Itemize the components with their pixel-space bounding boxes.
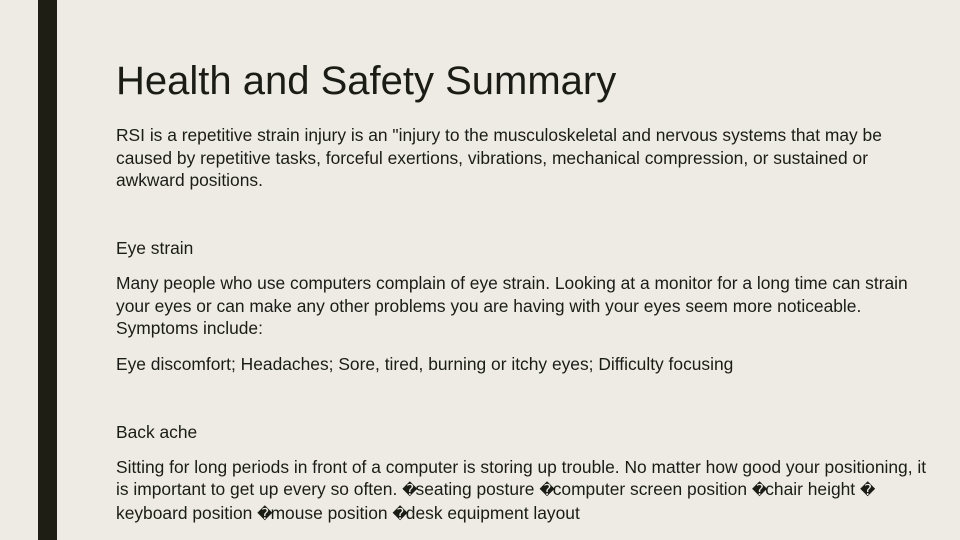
eye-strain-paragraph: Many people who use computers complain of eye strain. Looking at a monitor for a long time can strain your eyes or can make any other problems you are having with your eyes seem more noticeable. Symptoms include: (116, 273, 908, 338)
rsi-intro-paragraph: RSI is a repetitive strain injury is an "injury to the musculoskeletal and nervous systems that may be caused by repetitive tasks, forceful exertions, vibrations, mechanical compression, or sustained or awkward positions. (116, 125, 882, 190)
missing-glyph-icon: � (751, 481, 768, 499)
back-ache-heading: Back ache (116, 422, 198, 442)
missing-glyph-icon: � (257, 504, 273, 523)
back-ache-paragraph (116, 456, 936, 526)
missing-glyph-icon: � (402, 481, 418, 499)
back-ache-item: chair height (765, 479, 856, 499)
slide-body (116, 124, 936, 525)
missing-glyph-icon: � (539, 481, 555, 499)
eye-strain-heading: Eye strain (116, 237, 194, 258)
left-accent-bar (38, 0, 57, 540)
back-ache-item: mouse position (270, 502, 388, 523)
missing-glyph-icon: � (860, 481, 876, 499)
back-ache-item: seating posture (415, 479, 535, 499)
eye-strain-symptoms: Eye discomfort; Headaches; Sore, tired, burning or itchy eyes; Difficulty focusing (116, 353, 734, 374)
back-ache-item: desk equipment layout (405, 502, 580, 523)
back-ache-item: keyboard position (116, 502, 253, 523)
missing-glyph-icon: � (392, 504, 408, 523)
back-ache-text: Sitting for long periods in front of a computer is storing up trouble. No matter how good your positioning, it is important to get up every so often. (116, 456, 927, 499)
back-ache-item: computer screen position (552, 479, 747, 499)
slide-title: Health and Safety Summary (116, 59, 617, 103)
